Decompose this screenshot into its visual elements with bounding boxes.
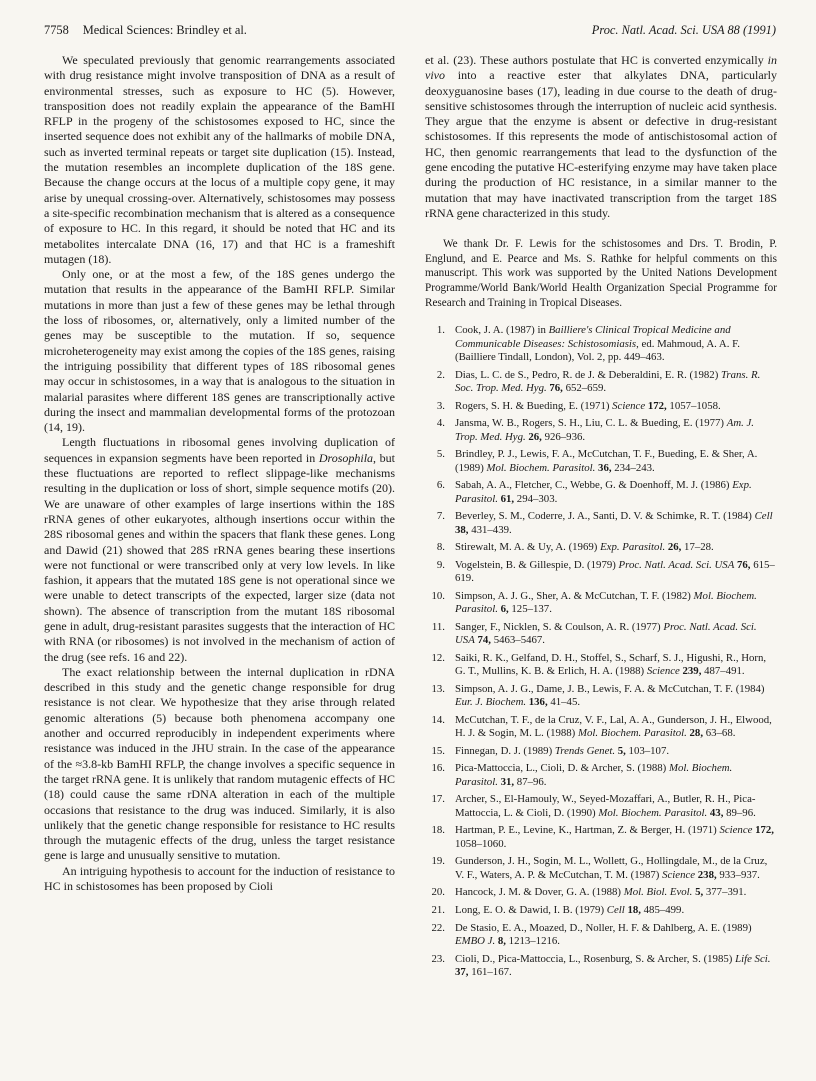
right-column [425, 53, 777, 984]
paragraph-text: , but these fluctuations are reported to reflect slippage-like mechanisms resulting in the duplication or loss of short, simple sequence motifs (20). We are unaware of other examples of large insertions within the 18S rRNA genes of other eukaryotes, although insertions occur within the 28S ribosomal genes and within the spacers that flank these genes. Long and Dawid (21) showed that 28S rRNA genes bearing these insertions were not functional or were transcribed only at very low levels. In like fashion, it appears that the mutated 18S gene is not operational since we were unable to detect transcripts of the expected, larger size (data not shown). The absence of transcription from the mutant 18S ribosomal gene in adult, drug-resistant parasites suggests that the interaction of HC with RNA (or ribosomes) is not involved in the mechanism of action of the drug (see refs. 16 and 22). [44, 450, 395, 664]
reference-item [425, 541, 777, 554]
reference-journal: Eur. J. Biochem. [455, 696, 527, 709]
reference-volume: 172, [645, 399, 667, 412]
reference-item [425, 559, 777, 586]
reference-authors: Sabah, A. A., Fletcher, C., Webbe, G. & Doenhoff, M. J. (1986) [455, 479, 733, 492]
reference-item [425, 590, 777, 617]
reference-text [455, 793, 777, 820]
reference-authors: Stirewalt, M. A. & Uy, A. (1969) [455, 541, 601, 554]
header-left [44, 20, 247, 40]
reference-number: 1. [436, 324, 445, 337]
reference-number: 20. [431, 886, 445, 899]
reference-pages: 485–499. [640, 904, 685, 917]
reference-number: 10. [431, 589, 445, 602]
reference-journal: Mol. Biochem. Parasitol. [455, 589, 757, 616]
reference-volume: 26, [525, 430, 542, 443]
reference-journal: Mol. Biol. Evol. [623, 886, 693, 899]
reference-text [455, 824, 777, 851]
reference-number: 3. [436, 399, 445, 412]
paragraph-text: into a reactive ester that alkylates DNA, particularly deoxyguanosine bases (17), leading in due course to the death of drug-sensitive schistosomes through the interruption of nucleic acid synthesis. They argue that the enzyme is absent or defective in drug-resistant schistosomes. If this represents the mode of antischistosomal action of HC, then genomic rearrangements that lead to the dysfunction of the gene encoding the putative HC-esterifying enzyme may have taken place during the production of HC resistance, in a similar manner to the mutation that may have inactivated transcription from the target 18S rRNA gene characterized in this study. [425, 68, 777, 220]
reference-text [455, 417, 777, 444]
reference-authors: Archer, S., El-Hamouly, W., Seyed-Mozaffari, A., Butler, R. H., Pica-Mattoccia, L. & Cioli, D. (1990) [455, 793, 756, 819]
reference-text [455, 400, 777, 413]
reference-item [425, 417, 777, 444]
reference-pages: 1058–1060. [455, 837, 507, 850]
reference-item [425, 683, 777, 710]
reference-volume: 5, [692, 886, 704, 899]
reference-text [455, 369, 777, 396]
reference-journal: Am. J. Trop. Med. Hyg. [455, 417, 755, 443]
reference-text [455, 922, 777, 949]
reference-pages: 161–167. [468, 966, 512, 979]
reference-authors: Cioli, D., Pica-Mattoccia, L., Rosenburg, S. & Archer, S. (1985) [455, 952, 736, 965]
reference-number: 13. [431, 682, 445, 695]
reference-journal: Cell [606, 904, 625, 917]
reference-text [455, 855, 777, 882]
reference-number: 18. [431, 824, 445, 837]
reference-authors: Jansma, W. B., Rogers, S. H., Liu, C. L. & Bueding, E. (1977) [455, 417, 727, 430]
reference-item [425, 886, 777, 899]
reference-volume: 172, [752, 824, 774, 837]
reference-item [425, 904, 777, 917]
reference-item [425, 953, 777, 980]
reference-item [425, 400, 777, 413]
paragraph-continued [425, 53, 777, 221]
reference-volume: 38, [455, 523, 469, 536]
reference-volume: 76, [546, 382, 563, 395]
reference-number: 4. [436, 417, 445, 430]
reference-item [425, 745, 777, 758]
reference-journal: Proc. Natl. Acad. Sci. USA [455, 620, 757, 647]
reference-journal: EMBO J. [455, 935, 496, 948]
reference-number: 19. [431, 855, 445, 868]
reference-pages: 63–68. [703, 727, 736, 740]
reference-item [425, 621, 777, 648]
reference-number: 11. [431, 620, 445, 633]
reference-item [425, 324, 777, 364]
reference-volume: 28, [686, 727, 704, 740]
journal-citation: Proc. Natl. Acad. Sci. USA 88 (1991) [591, 23, 776, 37]
reference-number: 8. [436, 541, 445, 554]
reference-pages: 487–491. [701, 665, 745, 678]
reference-text [455, 448, 777, 475]
reference-authors: Beverley, S. M., Coderre, J. A., Santi, D. V. & Schimke, R. T. (1984) [455, 510, 755, 523]
reference-authors: McCutchan, T. F., de la Cruz, V. F., Lal, A. A., Gunderson, J. H., Elwood, H. J. & Sogin, M. L. (1988) [455, 713, 772, 740]
reference-text [455, 953, 777, 980]
reference-volume: 8, [495, 935, 506, 948]
reference-authors: Saiki, R. K., Gelfand, D. H., Stoffel, S., Scharf, S. J., Higushi, R., Horn, G. T., Mullins, K. B. & Erlich, H. A. (1988) [455, 651, 767, 678]
reference-pages: 652–659. [562, 382, 607, 395]
reference-volume: 136, [526, 696, 548, 709]
reference-text [455, 762, 777, 789]
reference-authors: Rogers, S. H. & Bueding, E. (1971) [455, 399, 613, 412]
reference-volume: 76, [734, 558, 751, 571]
reference-text [455, 714, 777, 741]
reference-journal: Bailliere's Clinical Tropical Medicine and Communicable Diseases: Schistosomiasis [455, 324, 731, 350]
reference-number: 15. [431, 744, 445, 757]
reference-item [425, 369, 777, 396]
reference-volume: 239, [679, 665, 702, 678]
left-column [44, 53, 395, 894]
reference-volume: 31, [497, 775, 515, 788]
reference-authors: Vogelstein, B. & Gillespie, D. (1979) [455, 558, 619, 571]
reference-item [425, 448, 777, 475]
reference-text [455, 745, 777, 758]
reference-number: 9. [436, 558, 445, 571]
reference-volume: 61, [497, 492, 515, 505]
reference-item [425, 824, 777, 851]
reference-authors: Gunderson, J. H., Sogin, M. L., Wollett, G., Hollingdale, M., de la Cruz, V. F., Waters, A. P. & McCutchan, T. M. (1987) [455, 855, 768, 881]
paragraph-text: et al. (23). These authors postulate that HC is converted enzymically [425, 53, 768, 67]
reference-text [455, 683, 777, 710]
reference-item [425, 922, 777, 949]
reference-authors: Simpson, A. J. G., Sher, A. & McCutchan, T. F. (1982) [455, 589, 694, 602]
reference-pages: 1057–1058. [666, 399, 721, 412]
reference-authors: Hartman, P. E., Levine, K., Hartman, Z. & Berger, H. (1971) [455, 824, 720, 837]
reference-pages: 234–243. [611, 461, 655, 474]
reference-list [425, 324, 777, 979]
reference-text [455, 559, 777, 586]
paragraph-transposition: We speculated previously that genomic rearrangements associated with drug resistance might involve transposition of DNA as a result of environmental stresses, such as exposure to HC (5). However, transposition does not readily explain the appearance of the BamHI RFLP in the progeny of the schistosomes exposed to HC, since the inserted sequence does not exhibit any of the hallmarks of mobile DNA, such as inverted terminal repeats or target site duplication (15). Instead, the mutation resembles an incomplete duplication of the 18S gene. Because the change occurs at the locus of a multiple copy gene, it may arise by unequal crossing-over. Alternatively, schistosomes may possess a site-specific recombination mechanism that is altered as a consequence of exposure to HC. In this regard, it should be noted that HC and its metabolites intercalate DNA (16, 17) and that HC is a frameshift mutagen (18). [44, 53, 395, 266]
reference-number: 2. [436, 368, 445, 381]
reference-journal: Trends Genet. [554, 744, 616, 757]
reference-pages: 125–137. [508, 603, 552, 616]
page-header [44, 20, 776, 40]
reference-number: 14. [431, 713, 445, 726]
reference-number: 16. [431, 762, 445, 775]
reference-volume: 26, [665, 541, 682, 554]
reference-text [455, 590, 777, 617]
reference-number: 6. [436, 479, 445, 492]
reference-pages: 294–303. [514, 492, 558, 505]
reference-pages: 41–45. [547, 696, 581, 709]
reference-pages: 933–937. [716, 868, 760, 881]
reference-pages: 1213–1216. [505, 935, 560, 948]
reference-number: 21. [431, 904, 445, 917]
paragraph-18s-mutation: Only one, or at the most a few, of the 18S genes undergo the mutation that results in the appearance of the BamHI RFLP. Similar mutations in more than just a few of these genes may be lethal through the loss of ribosomes, or, alternatively, only a limited number of the genes may be susceptible to the mutation. If so, sequence microheterogeneity may exist among the copies of the 18S genes, raising the intriguing possibility that different types of 18S ribosomal genes may occur in schistosomes, in a way that is analogous to the situation in malarial parasites where different 18S genes are transcriptionally active during the insect and mammalian developmental forms of the protozoan (14, 19). [44, 267, 395, 435]
reference-item [425, 762, 777, 789]
reference-authors: De Stasio, E. A., Moazed, D., Noller, H. F. & Dahlberg, A. E. (1989) [455, 921, 752, 934]
reference-pages: 431–439. [468, 523, 512, 536]
reference-text [455, 479, 777, 506]
reference-journal: Exp. Parasitol. [600, 541, 666, 554]
reference-authors: Hancock, J. M. & Dover, G. A. (1988) [455, 886, 624, 899]
reference-pages: 89–96. [723, 806, 756, 819]
reference-text [455, 904, 777, 917]
reference-text [455, 541, 777, 554]
latin-term: in vivo [425, 53, 777, 83]
species-name: Drosophila [318, 450, 374, 465]
reference-volume: 18, [624, 904, 641, 917]
reference-item [425, 714, 777, 741]
reference-authors: Finnegan, D. J. (1989) [455, 744, 555, 757]
paragraph-relationship: The exact relationship between the internal duplication in rDNA described in this study and the genetic change responsible for drug resistance is not clear. We hypothesize that they arise through related genomic alterations (5) because both phenomena accompany one another and occurred reproducibly in independent experiments where resistance was induced in the JHU strain. In the case of the appearance of the ≈3.8-kb BamHI RFLP, the change involves a specific sequence in the target rRNA gene. It is unlikely that random mutagenic effects of HC (18) could cause the same rDNA alteration in each of the multiple occasions that resistance to the drug was induced. Similarly, it is also unlikely that the genetic change responsible for resistance to HC results through the mutagenic effects of the drug, unless the target resistance gene is large and unusually sensitive to mutation. [44, 664, 395, 863]
reference-item [425, 855, 777, 882]
reference-item [425, 652, 777, 679]
reference-journal: Cell [754, 510, 773, 523]
reference-pages: 103–107. [625, 744, 670, 757]
paragraph-text: Length fluctuations in ribosomal genes involving duplication of sequences in expansion segments have been reported in [44, 435, 395, 465]
reference-authors: Brindley, P. J., Lewis, F. A., McCutchan, T. F., Bueding, E. & Sher, A. (1989) [455, 448, 758, 474]
page-number: 7758 [44, 23, 69, 37]
reference-journal: Mol. Biochem. Parasitol. [486, 461, 596, 474]
reference-pages: 377–391. [703, 886, 747, 899]
reference-authors: Cook, J. A. (1987) in [455, 324, 549, 337]
reference-journal: Mol. Biochem. Parasitol. [455, 762, 733, 788]
reference-text [455, 886, 777, 899]
reference-authors: Long, E. O. & Dawid, I. B. (1979) [455, 904, 607, 917]
reference-item [425, 479, 777, 506]
reference-number: 12. [431, 651, 445, 664]
paragraph-length-fluctuations [44, 435, 395, 664]
reference-item [425, 793, 777, 820]
reference-pages: 87–96. [514, 775, 547, 788]
reference-authors: Dias, L. C. de S., Pedro, R. de J. & Deberaldini, E. R. (1982) [455, 368, 721, 381]
reference-pages: 5463–5467. [491, 634, 545, 647]
reference-journal: Exp. Parasitol. [455, 479, 752, 505]
reference-journal: Science [612, 399, 646, 412]
reference-journal: Science [646, 665, 680, 678]
reference-pages: 615–619. [455, 558, 775, 585]
reference-text [455, 621, 777, 648]
reference-volume: 36, [595, 461, 612, 474]
reference-pages: 926–936. [541, 430, 586, 443]
reference-volume: 238, [695, 868, 717, 881]
reference-journal: Life Sci. [735, 952, 771, 965]
reference-authors: Simpson, A. J. G., Dame, J. B., Lewis, F. A. & McCutchan, T. F. (1984) [455, 682, 765, 695]
reference-volume: 43, [707, 806, 724, 819]
reference-authors: Pica-Mattoccia, L., Cioli, D. & Archer, S. (1988) [455, 762, 669, 775]
reference-item [425, 510, 777, 537]
reference-journal: Science [719, 824, 753, 837]
reference-number: 5. [436, 448, 445, 461]
reference-number: 7. [436, 510, 445, 523]
acknowledgment: We thank Dr. F. Lewis for the schistosomes and Drs. T. Brodin, P. Englund, and E. Pearce and Ms. S. Rathke for helpful comments on this manuscript. This work was supported by the United Nations Development Programme/World Bank/World Health Organization Special Programme for Research and Training in Tropical Diseases. [425, 238, 777, 309]
reference-pages: , ed. Mahmoud, A. A. F. (Bailliere Tindall, London), Vol. 2, pp. 449–463. [455, 337, 740, 364]
reference-pages: 17–28. [681, 541, 714, 554]
reference-number: 17. [431, 793, 445, 806]
reference-journal: Trans. R. Soc. Trop. Med. Hyg. [455, 368, 761, 395]
reference-journal: Proc. Natl. Acad. Sci. USA [618, 558, 735, 571]
reference-volume: 37, [455, 966, 469, 979]
reference-text [455, 324, 777, 364]
section-authors: Medical Sciences: Brindley et al. [82, 23, 247, 37]
reference-journal: Mol. Biochem. Parasitol. [577, 727, 687, 740]
reference-volume: 74, [474, 634, 491, 647]
reference-text [455, 652, 777, 679]
reference-journal: Mol. Biochem. Parasitol. [598, 806, 708, 819]
reference-number: 23. [431, 952, 445, 965]
paragraph-hypothesis: An intriguing hypothesis to account for the induction of resistance to HC in schistosomes has been proposed by Cioli [44, 863, 395, 894]
reference-volume: 5, [615, 744, 626, 757]
reference-authors: Sanger, F., Nicklen, S. & Coulson, A. R. (1977) [455, 620, 664, 633]
reference-number: 22. [431, 921, 445, 934]
reference-volume: 6, [497, 603, 509, 616]
reference-journal: Science [662, 868, 696, 881]
reference-text [455, 510, 777, 537]
